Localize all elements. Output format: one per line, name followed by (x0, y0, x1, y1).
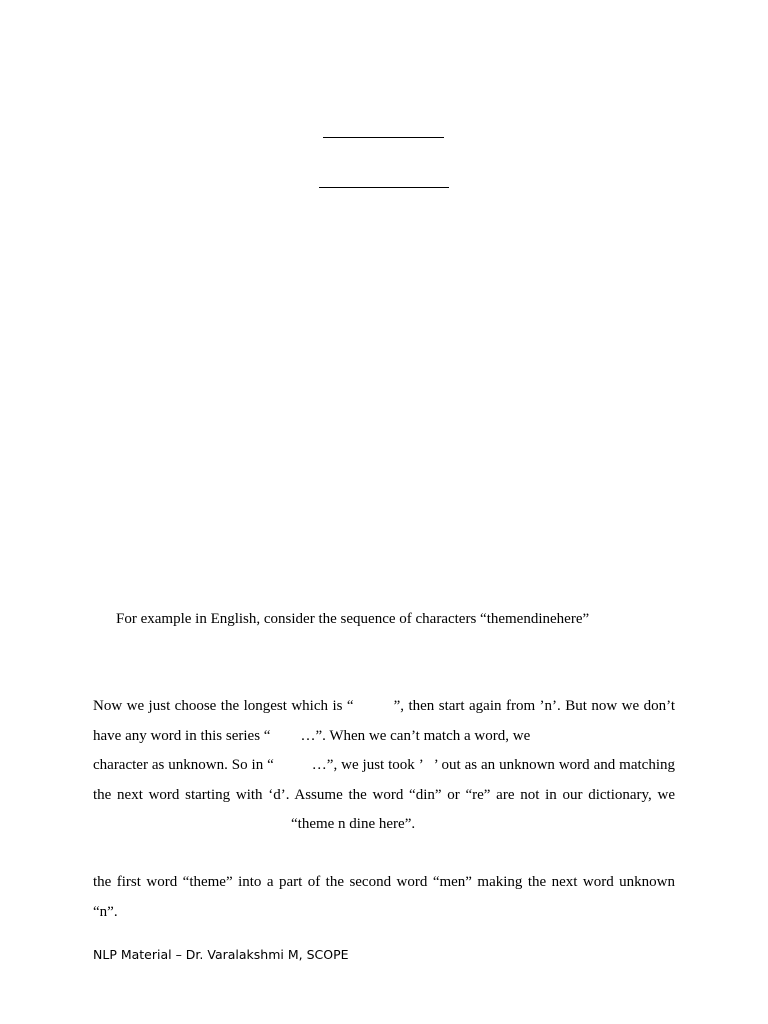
text-fragment: ’ out as an unknown word and matching (433, 757, 675, 773)
paragraph-1-line-3 (93, 756, 675, 774)
intro-sentence: For example in English, consider the sequence of characters “themendinehere” (116, 611, 590, 627)
page-footer: NLP Material – Dr. Varalakshmi M, SCOPE (93, 947, 349, 962)
text-fragment: …”. When we can’t match a word, we (300, 728, 531, 744)
heading-underline-2 (319, 187, 449, 188)
paragraph-1-line-2 (93, 727, 530, 745)
paragraph-1-line-1 (93, 697, 675, 715)
paragraph-2-line-1: the first word “theme” into a part of the second word “men” making the next word unknown (93, 874, 675, 890)
heading-underline-1 (323, 137, 444, 138)
paragraph-1-line-5: “theme n dine here”. (291, 816, 416, 832)
text-fragment: ”, then start again from ’n’. But now we don’t (393, 698, 675, 714)
text-fragment: character as unknown. So in “ (93, 757, 274, 773)
text-fragment: have any word in this series “ (93, 728, 271, 744)
paragraph-2-line-2: “n”. (93, 904, 118, 920)
text-fragment: Now we just choose the longest which is “ (93, 698, 354, 714)
text-fragment: …”, we just took ’ (311, 757, 424, 773)
paragraph-1-line-4: the next word starting with ‘d’. Assume the word “din” or “re” are not in our dictionary, we (93, 787, 675, 803)
